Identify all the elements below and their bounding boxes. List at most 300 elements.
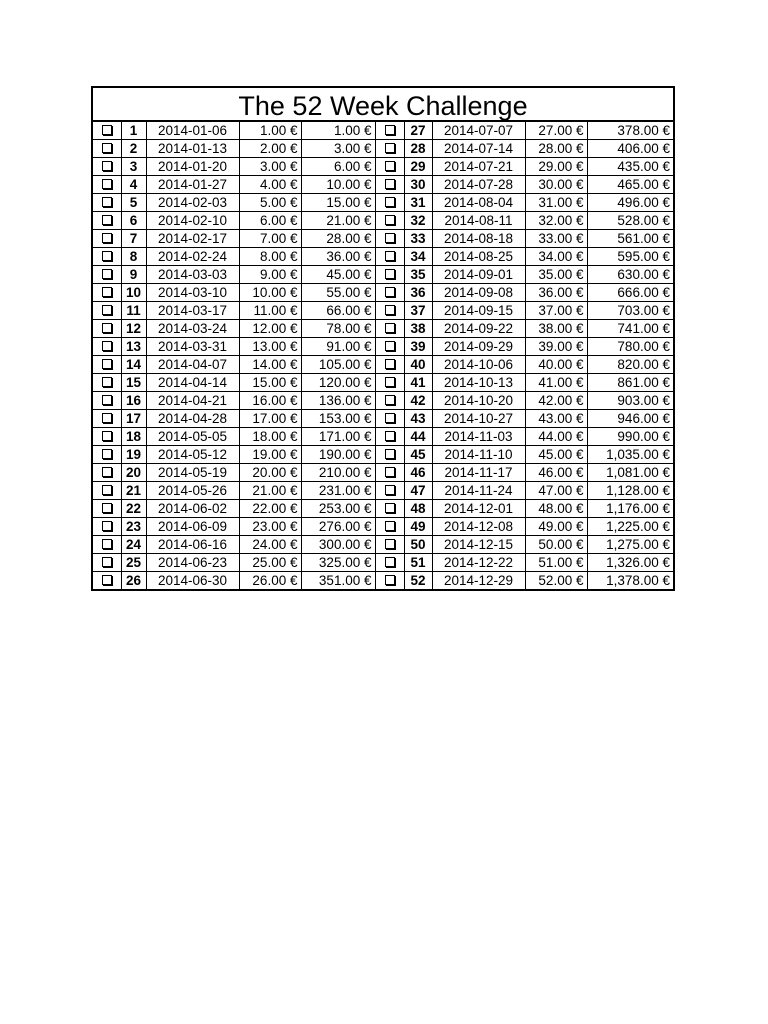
currency-symbol: € [575,159,584,174]
amount-value: 5.00 [259,195,287,210]
week-number: 33 [404,230,432,248]
week-date: 2014-02-03 [146,194,239,212]
checkbox-icon[interactable] [385,269,395,279]
week-checkbox[interactable] [93,500,121,518]
week-checkbox[interactable] [93,140,121,158]
currency-symbol: € [662,465,670,480]
amount-value: 9.00 [259,267,287,282]
week-date: 2014-08-25 [432,248,525,266]
week-date: 2014-01-06 [146,122,239,140]
checkbox-icon[interactable] [102,395,112,405]
checkbox-icon[interactable] [102,179,112,189]
week-checkbox[interactable] [375,446,404,464]
currency-symbol: € [363,195,372,210]
currency-symbol: € [575,123,584,138]
total-value: 465.00 [617,177,659,192]
currency-symbol: € [363,429,372,444]
total-value: 1,128.00 [606,483,659,498]
running-total [587,266,673,284]
checkbox-icon[interactable] [102,341,112,351]
currency-symbol: € [662,357,670,372]
week-checkbox[interactable] [375,356,404,374]
week-number: 26 [121,572,146,590]
checkbox-icon[interactable] [102,359,112,369]
checkbox-icon[interactable] [102,215,112,225]
currency-symbol: € [289,429,298,444]
week-checkbox[interactable] [93,446,121,464]
checkbox-icon[interactable] [102,449,112,459]
week-number: 20 [121,464,146,482]
table-row [93,320,673,338]
checkbox-icon[interactable] [102,485,112,495]
running-total [587,446,673,464]
checkbox-icon[interactable] [385,539,395,549]
checkbox-icon[interactable] [385,575,395,585]
week-number: 14 [121,356,146,374]
week-number: 36 [404,284,432,302]
amount-value: 44.00 [538,429,573,444]
checkbox-icon[interactable] [385,305,395,315]
currency-symbol: € [289,177,298,192]
currency-symbol: € [289,303,298,318]
week-number: 27 [404,122,432,140]
checkbox-icon[interactable] [385,431,395,441]
total-value: 55.00 [326,285,361,300]
table-row [93,554,673,572]
week-number: 7 [121,230,146,248]
checkbox-icon[interactable] [385,179,395,189]
week-amount [525,266,587,284]
week-amount [239,356,301,374]
week-date: 2014-08-04 [432,194,525,212]
week-amount [239,572,301,590]
week-number: 24 [121,536,146,554]
currency-symbol: € [662,483,670,498]
amount-value: 52.00 [538,573,573,588]
week-checkbox[interactable] [375,428,404,446]
week-checkbox[interactable] [93,320,121,338]
amount-value: 26.00 [252,573,287,588]
table-row [93,500,673,518]
total-value: 21.00 [326,213,361,228]
week-checkbox[interactable] [375,176,404,194]
checkbox-icon[interactable] [385,143,395,153]
checkbox-icon[interactable] [102,251,112,261]
week-checkbox[interactable] [93,356,121,374]
checkbox-icon[interactable] [102,575,112,585]
week-date: 2014-10-20 [432,392,525,410]
amount-value: 31.00 [538,195,573,210]
checkbox-icon[interactable] [385,197,395,207]
checkbox-icon[interactable] [385,557,395,567]
week-number: 52 [404,572,432,590]
table-row [93,230,673,248]
running-total [587,230,673,248]
total-value: 703.00 [617,303,659,318]
week-date: 2014-02-24 [146,248,239,266]
amount-value: 13.00 [252,339,287,354]
table-row [93,446,673,464]
week-checkbox[interactable] [375,500,404,518]
week-checkbox[interactable] [93,230,121,248]
total-value: 36.00 [326,249,361,264]
checkbox-icon[interactable] [102,269,112,279]
total-value: 903.00 [617,393,659,408]
week-checkbox[interactable] [93,374,121,392]
total-value: 78.00 [326,321,361,336]
running-total [301,158,375,176]
checkbox-icon[interactable] [385,377,395,387]
week-amount [525,500,587,518]
currency-symbol: € [662,195,670,210]
week-checkbox[interactable] [375,464,404,482]
currency-symbol: € [289,231,298,246]
week-checkbox[interactable] [375,536,404,554]
table-row [93,518,673,536]
week-checkbox[interactable] [93,284,121,302]
running-total [587,374,673,392]
currency-symbol: € [575,501,584,516]
checkbox-icon[interactable] [102,161,112,171]
currency-symbol: € [575,177,584,192]
total-value: 105.00 [318,357,361,372]
week-checkbox[interactable] [93,518,121,536]
currency-symbol: € [575,213,584,228]
amount-value: 24.00 [252,537,287,552]
week-checkbox[interactable] [375,302,404,320]
amount-value: 14.00 [252,357,287,372]
checkbox-icon[interactable] [385,467,395,477]
total-value: 946.00 [617,411,659,426]
week-amount [525,446,587,464]
checkbox-icon[interactable] [385,485,395,495]
week-number: 32 [404,212,432,230]
week-amount [525,392,587,410]
total-value: 666.00 [617,285,659,300]
week-checkbox[interactable] [375,122,404,140]
total-value: 300.00 [318,537,361,552]
currency-symbol: € [289,249,298,264]
currency-symbol: € [363,573,372,588]
currency-symbol: € [575,231,584,246]
table-row [93,374,673,392]
checkbox-icon[interactable] [102,431,112,441]
week-checkbox[interactable] [93,194,121,212]
checkbox-icon[interactable] [102,143,112,153]
week-checkbox[interactable] [93,266,121,284]
checkbox-icon[interactable] [385,521,395,531]
running-total [301,518,375,536]
week-date: 2014-06-16 [146,536,239,554]
currency-symbol: € [662,429,670,444]
running-total [587,320,673,338]
week-amount [525,374,587,392]
currency-symbol: € [289,285,298,300]
week-checkbox[interactable] [93,428,121,446]
currency-symbol: € [363,465,372,480]
week-number: 29 [404,158,432,176]
total-value: 120.00 [318,375,361,390]
currency-symbol: € [363,519,372,534]
week-date: 2014-03-17 [146,302,239,320]
total-value: 28.00 [326,231,361,246]
week-number: 2 [121,140,146,158]
week-number: 46 [404,464,432,482]
week-date: 2014-09-15 [432,302,525,320]
total-value: 136.00 [318,393,361,408]
week-checkbox[interactable] [375,392,404,410]
total-value: 1,225.00 [606,519,659,534]
checkbox-icon[interactable] [102,305,112,315]
week-checkbox[interactable] [93,302,121,320]
running-total [301,374,375,392]
checkbox-icon[interactable] [102,413,112,423]
currency-symbol: € [363,231,372,246]
amount-value: 10.00 [252,285,287,300]
currency-symbol: € [662,141,670,156]
week-date: 2014-09-22 [432,320,525,338]
week-checkbox[interactable] [375,158,404,176]
running-total [587,194,673,212]
currency-symbol: € [289,555,298,570]
running-total [301,482,375,500]
week-amount [239,446,301,464]
running-total [301,320,375,338]
currency-symbol: € [363,501,372,516]
week-checkbox[interactable] [93,572,121,590]
week-checkbox[interactable] [375,230,404,248]
week-amount [525,230,587,248]
week-number: 39 [404,338,432,356]
checkbox-icon[interactable] [102,287,112,297]
week-checkbox[interactable] [93,554,121,572]
currency-symbol: € [662,573,670,588]
total-value: 45.00 [326,267,361,282]
week-amount [525,356,587,374]
week-number: 8 [121,248,146,266]
week-checkbox[interactable] [375,284,404,302]
week-checkbox[interactable] [375,248,404,266]
week-number: 51 [404,554,432,572]
amount-value: 30.00 [538,177,573,192]
week-date: 2014-12-15 [432,536,525,554]
checkbox-icon[interactable] [102,503,112,513]
currency-symbol: € [363,321,372,336]
checkbox-icon[interactable] [385,449,395,459]
week-number: 15 [121,374,146,392]
week-date: 2014-03-10 [146,284,239,302]
week-amount [525,320,587,338]
checkbox-icon[interactable] [385,413,395,423]
week-date: 2014-06-23 [146,554,239,572]
week-date: 2014-04-28 [146,410,239,428]
currency-symbol: € [363,411,372,426]
week-checkbox[interactable] [93,248,121,266]
week-number: 13 [121,338,146,356]
week-date: 2014-03-03 [146,266,239,284]
running-total [301,392,375,410]
currency-symbol: € [289,357,298,372]
currency-symbol: € [363,213,372,228]
currency-symbol: € [662,501,670,516]
table-row [93,464,673,482]
week-amount [525,284,587,302]
week-checkbox[interactable] [375,410,404,428]
checkbox-icon[interactable] [102,377,112,387]
week-amount [239,410,301,428]
currency-symbol: € [363,285,372,300]
currency-symbol: € [662,213,670,228]
total-value: 210.00 [318,465,361,480]
checkbox-icon[interactable] [385,323,395,333]
week-checkbox[interactable] [375,338,404,356]
week-date: 2014-08-18 [432,230,525,248]
amount-value: 28.00 [538,141,573,156]
currency-symbol: € [289,411,298,426]
running-total [587,284,673,302]
week-amount [239,338,301,356]
week-checkbox[interactable] [93,410,121,428]
week-amount [239,176,301,194]
currency-symbol: € [289,393,298,408]
week-checkbox[interactable] [93,464,121,482]
total-value: 1,326.00 [606,555,659,570]
checkbox-icon[interactable] [385,233,395,243]
checkbox-icon[interactable] [385,359,395,369]
checkbox-icon[interactable] [385,161,395,171]
week-checkbox[interactable] [375,374,404,392]
week-number: 11 [121,302,146,320]
checkbox-icon[interactable] [385,503,395,513]
table-row [93,536,673,554]
week-checkbox[interactable] [93,338,121,356]
amount-value: 25.00 [252,555,287,570]
amount-value: 6.00 [259,213,287,228]
amount-value: 4.00 [259,177,287,192]
week-checkbox[interactable] [375,518,404,536]
amount-value: 3.00 [259,159,287,174]
amount-value: 40.00 [538,357,573,372]
week-date: 2014-04-14 [146,374,239,392]
running-total [301,554,375,572]
amount-value: 8.00 [259,249,287,264]
total-value: 253.00 [318,501,361,516]
amount-value: 1.00 [259,123,287,138]
week-amount [525,572,587,590]
week-checkbox[interactable] [375,140,404,158]
week-number: 31 [404,194,432,212]
week-checkbox[interactable] [93,482,121,500]
table-row [93,122,673,140]
week-date: 2014-10-27 [432,410,525,428]
checkbox-icon[interactable] [385,287,395,297]
amount-value: 11.00 [253,303,287,318]
currency-symbol: € [662,159,670,174]
week-amount [525,176,587,194]
checkbox-icon[interactable] [102,467,112,477]
week-checkbox[interactable] [375,320,404,338]
checkbox-icon[interactable] [385,395,395,405]
amount-value: 48.00 [538,501,573,516]
currency-symbol: € [289,483,298,498]
week-checkbox[interactable] [93,212,121,230]
week-date: 2014-11-17 [432,464,525,482]
amount-value: 39.00 [538,339,573,354]
running-total [301,212,375,230]
checkbox-icon[interactable] [102,521,112,531]
week-checkbox[interactable] [375,194,404,212]
week-checkbox[interactable] [93,158,121,176]
week-number: 22 [121,500,146,518]
amount-value: 16.00 [252,393,287,408]
week-amount [239,536,301,554]
week-date: 2014-01-13 [146,140,239,158]
total-value: 861.00 [617,375,659,390]
week-checkbox[interactable] [93,122,121,140]
week-number: 28 [404,140,432,158]
currency-symbol: € [575,303,584,318]
week-checkbox[interactable] [375,266,404,284]
checkbox-icon[interactable] [102,197,112,207]
week-checkbox[interactable] [375,212,404,230]
table-row [93,212,673,230]
week-checkbox[interactable] [375,482,404,500]
currency-symbol: € [289,195,298,210]
week-number: 21 [121,482,146,500]
week-amount [239,392,301,410]
amount-value: 51.00 [538,555,573,570]
checkbox-icon[interactable] [102,323,112,333]
week-date: 2014-11-10 [432,446,525,464]
currency-symbol: € [289,573,298,588]
currency-symbol: € [662,519,670,534]
checkbox-icon[interactable] [102,125,112,135]
currency-symbol: € [289,141,298,156]
total-value: 990.00 [617,429,659,444]
currency-symbol: € [575,447,584,462]
week-date: 2014-01-27 [146,176,239,194]
total-value: 276.00 [318,519,361,534]
total-value: 528.00 [617,213,659,228]
week-checkbox[interactable] [93,536,121,554]
running-total [587,140,673,158]
currency-symbol: € [662,123,670,138]
running-total [301,536,375,554]
week-number: 37 [404,302,432,320]
week-checkbox[interactable] [93,176,121,194]
week-number: 43 [404,410,432,428]
checkbox-icon[interactable] [102,539,112,549]
week-number: 41 [404,374,432,392]
checkbox-icon[interactable] [385,125,395,135]
week-checkbox[interactable] [93,392,121,410]
week-amount [239,230,301,248]
currency-symbol: € [363,393,372,408]
week-checkbox[interactable] [375,554,404,572]
week-number: 42 [404,392,432,410]
checkbox-icon[interactable] [385,341,395,351]
week-amount [525,158,587,176]
amount-value: 47.00 [538,483,573,498]
checkbox-icon[interactable] [102,557,112,567]
week-date: 2014-02-17 [146,230,239,248]
amount-value: 33.00 [538,231,573,246]
checkbox-icon[interactable] [385,215,395,225]
checkbox-icon[interactable] [102,233,112,243]
checkbox-icon[interactable] [385,251,395,261]
week-number: 16 [121,392,146,410]
week-checkbox[interactable] [375,572,404,590]
